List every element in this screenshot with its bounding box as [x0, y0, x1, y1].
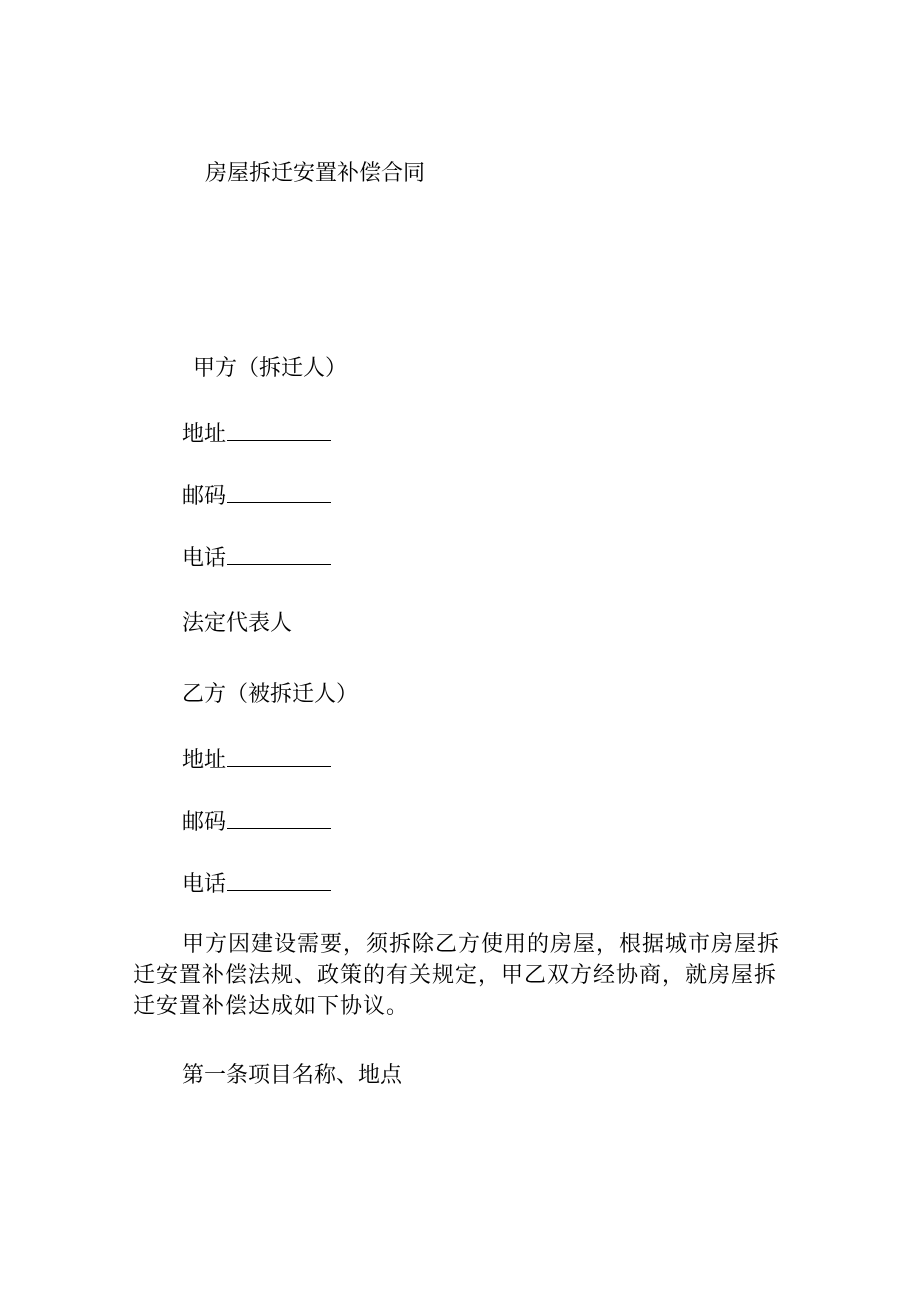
- party-b-postcode-blank: [227, 807, 331, 829]
- party-b-postcode-row: [182, 807, 331, 835]
- party-b-phone-row: [182, 869, 331, 897]
- party-a-phone-label: 电话: [182, 546, 227, 571]
- article-1-heading: 第一条项目名称、地点: [182, 1063, 403, 1088]
- party-a-legal-rep: 法定代表人: [182, 611, 293, 636]
- party-b-phone-label: 电话: [182, 872, 227, 897]
- party-a-address-blank: [227, 419, 331, 441]
- party-b-address-row: [182, 745, 331, 773]
- party-a-postcode-row: [182, 481, 331, 509]
- party-a-postcode-blank: [227, 481, 331, 503]
- party-b-postcode-label: 邮码: [182, 810, 227, 835]
- party-a-address-row: [182, 419, 331, 447]
- party-b-heading: 乙方（被拆迁人）: [182, 682, 359, 707]
- party-b-address-label: 地址: [182, 748, 227, 773]
- party-a-phone-row: [182, 543, 331, 571]
- party-a-phone-blank: [227, 543, 331, 565]
- party-a-heading: 甲方（拆迁人）: [193, 356, 348, 381]
- party-b-address-blank: [227, 745, 331, 767]
- party-a-address-label: 地址: [182, 422, 227, 447]
- party-b-phone-blank: [227, 869, 331, 891]
- party-a-postcode-label: 邮码: [182, 484, 227, 509]
- document-title: 房屋拆迁安置补偿合同: [205, 161, 426, 186]
- preamble-paragraph: 甲方因建设需要，须拆除乙方使用的房屋，根据城市房屋拆迁安置补偿法规、政策的有关规定，甲乙双方经协商，就房屋拆迁安置补偿达成如下协议。: [133, 932, 781, 1019]
